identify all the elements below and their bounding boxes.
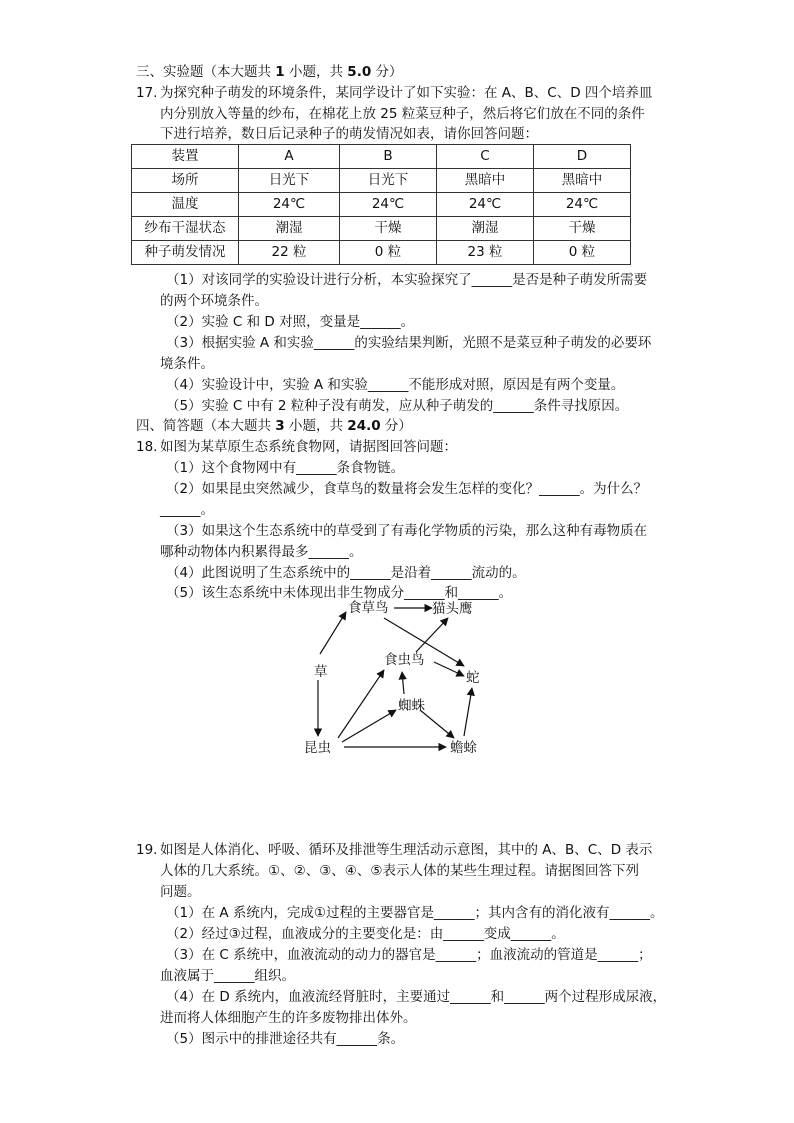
- arrow-zhizhu-to-chanchu: [420, 710, 454, 738]
- q18-number: 18.: [136, 439, 158, 455]
- q17-sub-question: （1）对该同学的实验设计进行分析，本实验探究了______是否是种子萌发所需要: [166, 272, 648, 288]
- q17-sub-question: （3）根据实验 A 和实验______的实验结果判断，光照不是菜豆种子萌发的必要环: [166, 335, 652, 351]
- q18-sub-question: （2）如果昆虫突然减少，食草鸟的数量将会发生怎样的变化？______。为什么？: [166, 481, 648, 497]
- q19-sub-question: 进而将人体细胞产生的许多废物排出体外。: [160, 1010, 417, 1026]
- q17-stem-line: 内分别放入等量的纱布，在棉花上放 25 粒菜豆种子，然后将它们放在不同的条件: [160, 106, 645, 122]
- q17-sub-question: 境条件。: [160, 356, 214, 372]
- section-3-count: 1: [275, 64, 285, 80]
- section-3-score: 5.0: [347, 64, 372, 80]
- node-chanchu: 蟾蜍: [450, 740, 477, 756]
- arrow-shichongniao-to-she: [434, 662, 464, 676]
- food-web-diagram: [300, 598, 500, 758]
- q18-sub-question: （3）如果这个生态系统中的草受到了有毒化学物质的污染，那么这种有毒物质在: [166, 523, 648, 539]
- q19-stem-line: 问题。: [160, 884, 201, 900]
- q19-sub-question: （3）在 C 系统中，血液流动的动力的器官是______；血液流动的管道是______；: [166, 947, 652, 963]
- node-cao: 草: [314, 664, 328, 680]
- arrow-kunchong-to-zhizhu: [342, 710, 396, 742]
- arrow-chanchu-to-she: [464, 688, 472, 736]
- q19-stem-line: 如图是人体消化、呼吸、循环及排泄等生理活动示意图，其中的 A、B、C、D 表示: [160, 842, 653, 858]
- section-4-title: 四、简答题（本大题共 3 小题，共 24.0 分）: [136, 418, 412, 434]
- q19-sub-question: 血液属于______组织。: [160, 968, 295, 984]
- q19-stem-line: 人体的几大系统。①、②、③、④、⑤表示人体的某些生理过程。请据图回答下列: [160, 863, 640, 879]
- q17-sub-question: （2）实验 C 和 D 对照，变量是______。: [166, 314, 415, 330]
- q17-experiment-table: [131, 144, 631, 265]
- arrow-zhizhu-to-shichongniao: [402, 672, 404, 694]
- arrow-kunchong-to-shichongniao: [338, 670, 384, 738]
- table-row: 场所 日光下 日光下 黑暗中 黑暗中: [132, 169, 631, 193]
- q17-stem-line: 为探究种子萌发的环境条件，某同学设计了如下实验：在 A、B、C、D 四个培养皿: [160, 85, 653, 101]
- node-shicaoniao: 食草鸟: [348, 600, 389, 616]
- q19-sub-question: （2）经过③过程，血液成分的主要变化是：由______变成______。: [166, 926, 565, 942]
- q19-sub-question: （4）在 D 系统内，血液流经肾脏时，主要通过______和______两个过程形成尿液，: [166, 989, 667, 1005]
- q19-sub-question: （1）在 A 系统内，完成①过程的主要器官是______；其内含有的消化液有______。: [166, 905, 664, 921]
- q17-number: 17.: [136, 85, 158, 101]
- section-4-count: 3: [275, 418, 285, 434]
- table-row: 种子萌发情况 22 粒 0 粒 23 粒 0 粒: [132, 241, 631, 265]
- table-row: 温度 24℃ 24℃ 24℃ 24℃: [132, 193, 631, 217]
- node-she: 蛇: [466, 670, 480, 686]
- node-kunchong: 昆虫: [304, 740, 331, 756]
- q18-sub-question: （4）此图说明了生态系统中的______是沿着______流动的。: [166, 565, 526, 581]
- q17-sub-question: （5）实验 C 中有 2 粒种子没有萌发，应从种子萌发的______条件寻找原因。: [166, 398, 629, 414]
- section-3-title: 三、实验题（本大题共 1 小题，共 5.0 分）: [136, 64, 403, 80]
- table-row: 纱布干湿状态 潮湿 干燥 潮湿 干燥: [132, 217, 631, 241]
- section-4-score: 24.0: [347, 418, 381, 434]
- q18-stem: 如图为某草原生态系统食物网，请据图回答问题：: [160, 439, 457, 455]
- node-maotouying: 猫头鹰: [432, 601, 473, 617]
- q19-number: 19.: [136, 842, 158, 858]
- q18-sub-question: ______。: [160, 502, 214, 518]
- q17-stem-line: 下进行培养，数日后记录种子的萌发情况如表，请你回答问题：: [160, 126, 538, 142]
- q17-sub-question: （4）实验设计中，实验 A 和实验______不能形成对照，原因是有两个变量。: [166, 377, 625, 393]
- q19-sub-question: （5）图示中的排泄途径共有______条。: [166, 1031, 405, 1047]
- node-zhizhu: 蜘蛛: [398, 698, 425, 714]
- q18-sub-question: （1）这个食物网中有______条食物链。: [166, 460, 405, 476]
- q18-sub-question: （5）该生态系统中未体现出非生物成分______和______。: [166, 585, 513, 601]
- table-row: 装置 A B C D: [132, 145, 631, 169]
- node-shichongniao: 食虫鸟: [384, 652, 425, 668]
- q18-sub-question: 哪种动物体内积累得最多______。: [160, 544, 363, 560]
- arrow-cao-to-shicaoniao: [320, 612, 346, 654]
- q17-sub-question: 的两个环境条件。: [160, 293, 268, 309]
